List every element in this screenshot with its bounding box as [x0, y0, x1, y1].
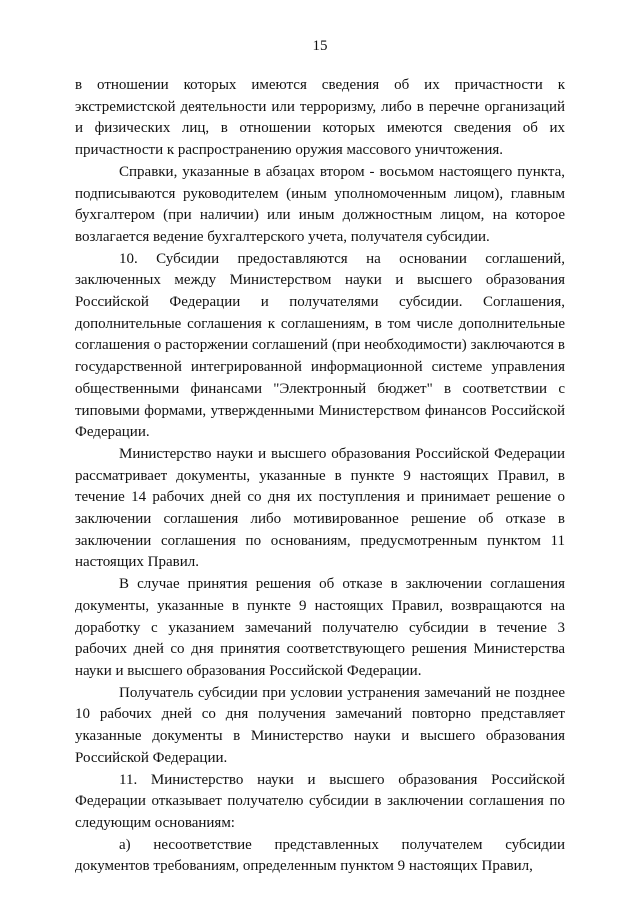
- paragraph-review-documents: Министерство науки и высшего образования Российской Федерации рассматривает документы, указанные в пункте 9 настоящих Правил, в течение 14 рабочих дней со дня их поступления и принимает решение о заключении соглашения либо мотивированное решение об отказе в заключении соглашения по основаниям, предусмотренным пунктом 11 настоящих Правил.: [75, 445, 565, 571]
- page-number: 15: [312, 38, 328, 54]
- paragraph-resubmission: Получатель субсидии при условии устранения замечаний не позднее 10 рабочих дней со дня получения замечаний повторно представляет указанные документы в Министерство науки и высшего образования Российской Федерации.: [75, 684, 565, 766]
- paragraph-clause-10: 10. Субсидии предоставляются на основании соглашений, заключенных между Министерством науки и высшего образования Российской Федерации и получателями субсидии. Соглашения, дополнительные соглашения к соглашениям, в том числе дополнительные соглашения о расторжении соглашений (при необходимости) заключаются в государственной интегрированной информационной системе управления общественными финансами "Электронный бюджет" в соответствии с типовыми формами, утвержденными Министерством финансов Российской Федерации.: [75, 250, 565, 441]
- paragraph-continuation: в отношении которых имеются сведения об их причастности к экстремистской деятельности или терроризму, либо в перечне организаций и физических лиц, в отношении которых имеются сведения об их причастности к распространению оружия массового уничтожения.: [75, 77, 565, 159]
- paragraph-clause-11: 11. Министерство науки и высшего образования Российской Федерации отказывает получателю субсидии в заключении соглашения по следующим основаниям:: [75, 771, 565, 831]
- document-body: [75, 75, 565, 878]
- paragraph-clause-11-a: а) несоответствие представленных получателем субсидии документов требованиям, определенным пунктом 9 настоящих Правил,: [75, 836, 565, 875]
- paragraph-certificates-signature: Справки, указанные в абзацах втором - восьмом настоящего пункта, подписываются руководителем (иным уполномоченным лицом), главным бухгалтером (при наличии) или иным должностным лицом, на которое возлагается ведение бухгалтерского учета, получателя субсидии.: [75, 163, 565, 245]
- paragraph-refusal-return: В случае принятия решения об отказе в заключении соглашения документы, указанные в пункте 9 настоящих Правил, возвращаются на доработку с указанием замечаний получателю субсидии в течение 3 рабочих дней со дня принятия соответствующего решения Министерства науки и высшего образования Российской Федерации.: [75, 576, 565, 679]
